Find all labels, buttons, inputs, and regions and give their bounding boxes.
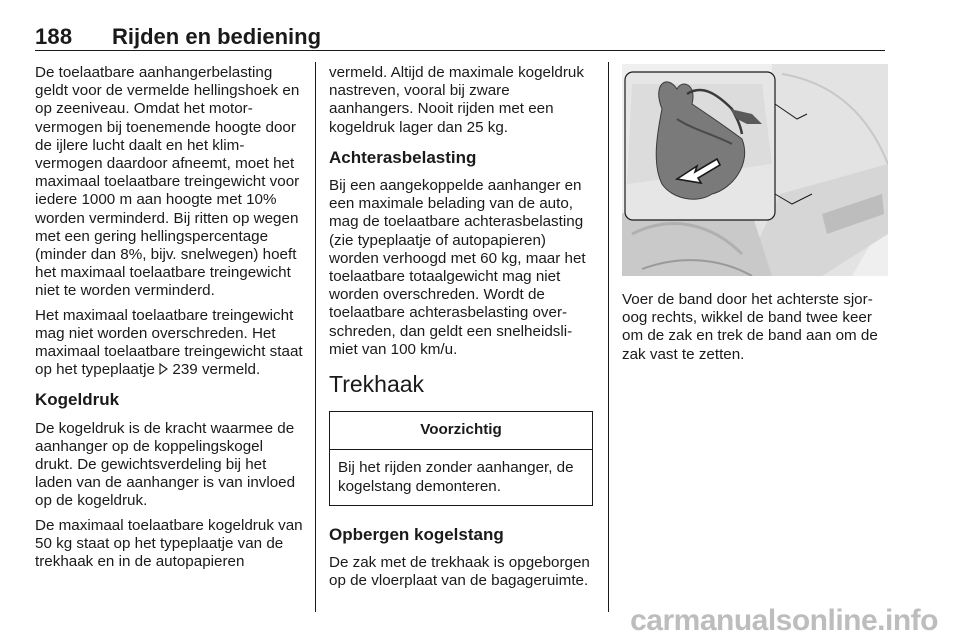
paragraph-opbergen: De zak met de trekhaak is opgeborgen op de vloerplaat van de bagageruimte.	[329, 554, 590, 590]
paragraph-kogeldruk-continued: vermeld. Altijd de maximale kogeldruk nastreven, vooral bij zware aanhangers. Nooit rijden met een kogeldruk lager dan 25 kg.	[329, 64, 584, 136]
column-2	[329, 64, 593, 596]
page-header	[35, 24, 885, 52]
watermark: carmanualsonline.info	[630, 604, 938, 637]
paragraph-max-kogeldruk: De maximaal toelaatbare kogeldruk van 50 kg staat op het typeplaatje van de trekhaak en in de autopapieren	[35, 516, 303, 571]
paragraph-achterasbelasting: Bij een aangekoppelde aanhanger en een maximale belading van de auto, mag de toelaatbare achterasbelasting (zie typeplaatje of autopapieren) worden verhoogd met 60 kg, maar het toelaatbare totaalgewicht mag niet worden overschreden. Wordt de toelaatbare achterasbelasting overschreden, dan geldt een snelheidslimiet van 100 km/u.	[329, 177, 586, 358]
trunk-illustration-icon	[622, 64, 888, 276]
column-1	[35, 64, 305, 577]
heading-kogeldruk: Kogeldruk	[35, 390, 120, 410]
page-reference-arrow-icon	[159, 363, 168, 375]
header-rule	[35, 50, 885, 51]
page-reference-link[interactable]: 239	[172, 361, 198, 379]
paragraph-band-instructions: Voer de band door het achterste sjoroog rechts, wikkel de band twee keer om de zak en trek de band aan om de zak vast te zetten.	[622, 291, 878, 363]
section-title: Rijden en bediening	[112, 24, 322, 49]
caution-box	[329, 411, 593, 506]
column-divider-1	[315, 62, 316, 612]
heading-opbergen-kogelstang: Opbergen kogelstang	[329, 524, 504, 544]
trunk-towbar-bag-illustration	[622, 64, 888, 276]
page-number: 188	[35, 24, 73, 49]
heading-trekhaak: Trekhaak	[329, 371, 425, 398]
column-divider-2	[608, 62, 609, 612]
caution-text: Bij het rijden zonder aanhanger, de kogelstang demonteren.	[338, 459, 574, 495]
paragraph-hellingshoek: De toelaatbare aanhangerbelasting geldt voor de vermelde hellingshoek en op zeeniveau. Omdat het motorvermogen bij toenemende hoogte door de ijlere lucht daalt en het klimvermogen daardoor afneemt, moet het maximaal toelaatbare treingewicht voor iedere 1000 m aan hoogte met 10% worden verminderd. Bij ritten op wegen met een gering hellingspercentage (minder dan 8%, bijv. snelwegen) hoeft het maximaal toelaatbare treingewicht niet te worden verminderd.	[35, 64, 300, 300]
paragraph-kogeldruk-definition: De kogeldruk is de kracht waarmee de aanhanger op de koppelingskogel drukt. De gewichtsverdeling bij het laden van de aanhanger is van invloed op de kogeldruk.	[35, 419, 296, 510]
column-3	[622, 64, 888, 370]
caution-title: Voorzichtig	[330, 412, 592, 450]
heading-achterasbelasting: Achterasbelasting	[329, 147, 477, 167]
paragraph-treingewicht: Het maximaal toelaatbare treingewicht mag niet worden overschreden. Het maximaal toelaatbare treingewicht staat op het typeplaatje 239 vermeld.	[35, 306, 303, 379]
